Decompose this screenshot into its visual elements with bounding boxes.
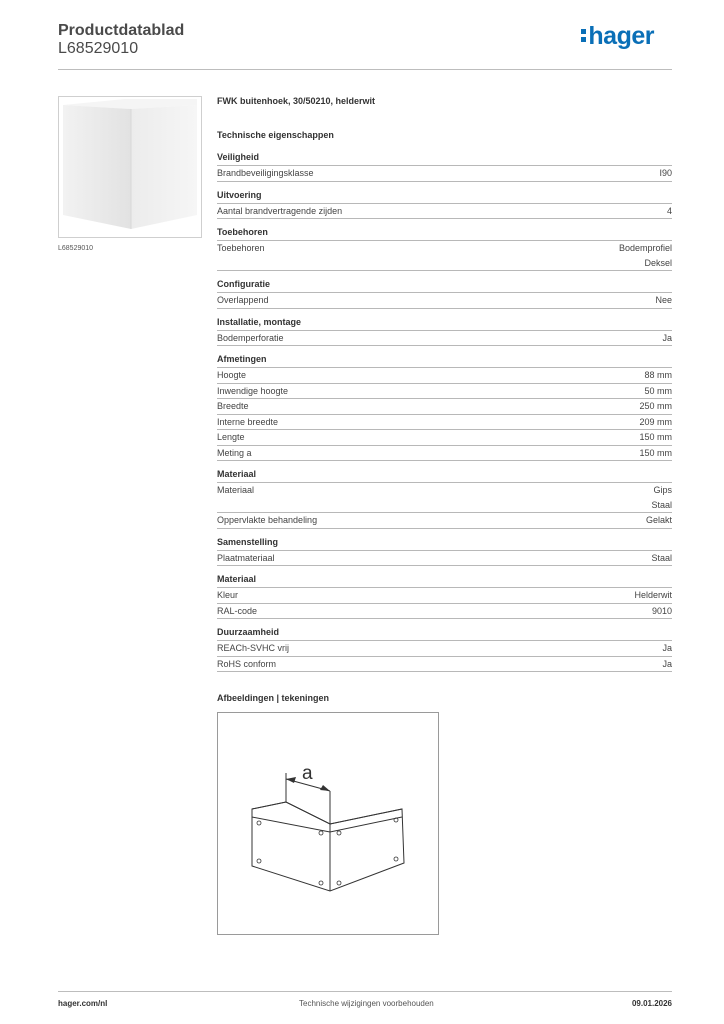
spec-label: Overlappend	[217, 295, 269, 305]
spec-section	[217, 627, 672, 672]
spec-label: Hoogte	[217, 370, 247, 380]
spec-label: RoHS conform	[217, 658, 277, 669]
spec-row	[217, 430, 672, 446]
spec-value: 250 mm	[639, 401, 672, 411]
spec-row	[217, 446, 672, 462]
section-title: Veiligheid	[217, 152, 672, 166]
page-header	[58, 22, 672, 70]
corner-drawing-icon	[218, 713, 438, 934]
section-title: Installatie, montage	[217, 317, 672, 331]
spec-value: Ja	[662, 332, 672, 343]
spec-value: Gips Staal	[651, 485, 672, 510]
section-title: Uitvoering	[217, 190, 672, 204]
spec-section	[217, 227, 672, 271]
spec-section	[217, 574, 672, 619]
technical-properties-heading: Technische eigenschappen	[217, 130, 334, 140]
spec-row	[217, 604, 672, 620]
spec-value: 209 mm	[639, 416, 672, 427]
product-specifications	[217, 96, 672, 672]
page-footer	[58, 991, 672, 1011]
dimension-label: a	[302, 763, 313, 784]
spec-value: 9010	[651, 605, 672, 616]
spec-value: 50 mm	[644, 385, 672, 396]
spec-value: Gelakt	[645, 515, 672, 525]
section-title: Afmetingen	[217, 354, 672, 368]
section-title: Materiaal	[217, 469, 672, 483]
spec-label: Brandbeveiligingsklasse	[217, 168, 314, 178]
logo-text: hager	[588, 22, 654, 50]
spec-row	[217, 331, 672, 347]
spec-label: Interne breedte	[217, 416, 279, 427]
spec-row	[217, 551, 672, 567]
spec-row	[217, 641, 672, 657]
spec-value: 4	[666, 205, 672, 216]
technical-drawing	[217, 712, 439, 935]
spec-sections	[217, 152, 672, 672]
spec-label: Inwendige hoogte	[217, 385, 289, 396]
spec-value: 88 mm	[644, 370, 672, 380]
spec-row	[217, 204, 672, 220]
spec-value: 150 mm	[639, 432, 672, 442]
logo-dots-icon	[581, 26, 586, 45]
spec-section	[217, 354, 672, 461]
spec-row	[217, 588, 672, 604]
spec-label: Aantal brandvertragende zijden	[217, 205, 343, 216]
spec-section	[217, 537, 672, 567]
spec-label: Bodemperforatie	[217, 332, 284, 343]
spec-section	[217, 469, 672, 529]
product-name: FWK buitenhoek, 30/50210, helderwit	[217, 96, 376, 106]
spec-section	[217, 317, 672, 347]
product-thumbnail	[58, 96, 202, 238]
section-title: Duurzaamheid	[217, 627, 672, 641]
spec-row	[217, 399, 672, 415]
spec-label: Plaatmateriaal	[217, 552, 275, 563]
document-number: L68529010	[58, 40, 139, 57]
spec-row	[217, 384, 672, 400]
spec-section	[217, 152, 672, 182]
spec-row	[217, 293, 672, 309]
spec-value: Staal	[651, 552, 672, 563]
thumbnail-caption: L68529010	[58, 245, 94, 252]
section-title: Toebehoren	[217, 227, 672, 241]
section-title: Materiaal	[217, 574, 672, 588]
spec-row	[217, 513, 672, 529]
spec-row	[217, 483, 672, 513]
spec-row	[217, 368, 672, 384]
product-photo-icon	[59, 97, 201, 237]
spec-value: Helderwit	[634, 590, 672, 600]
spec-value: Bodemprofiel Deksel	[618, 243, 672, 268]
spec-row	[217, 166, 672, 182]
spec-value: Ja	[662, 643, 672, 653]
spec-label: RAL-code	[217, 605, 258, 616]
spec-label: Meting a	[217, 447, 252, 458]
spec-row	[217, 657, 672, 673]
spec-value: Nee	[655, 295, 672, 305]
spec-section	[217, 190, 672, 220]
section-title: Configuratie	[217, 279, 672, 293]
spec-label: Toebehoren	[217, 243, 265, 253]
footer-website: hager.com/nl	[58, 999, 108, 1008]
hager-logo	[581, 22, 654, 51]
drawings-title: Afbeeldingen | tekeningen	[217, 693, 330, 703]
spec-value: Ja	[662, 658, 672, 669]
spec-label: REACh-SVHC vrij	[217, 643, 290, 653]
spec-row	[217, 241, 672, 271]
spec-label: Breedte	[217, 401, 249, 411]
spec-row	[217, 415, 672, 431]
spec-label: Kleur	[217, 590, 239, 600]
spec-label: Lengte	[217, 432, 245, 442]
section-title: Samenstelling	[217, 537, 672, 551]
document-title: Productdatablad	[58, 22, 185, 39]
spec-label: Oppervlakte behandeling	[217, 515, 318, 525]
footer-date: 09.01.2026	[631, 999, 672, 1008]
spec-label: Materiaal	[217, 485, 255, 495]
footer-disclaimer: Technische wijzigingen voorbehouden	[299, 999, 434, 1008]
spec-section	[217, 279, 672, 309]
spec-value: 150 mm	[639, 447, 672, 458]
spec-value: I90	[659, 168, 672, 178]
